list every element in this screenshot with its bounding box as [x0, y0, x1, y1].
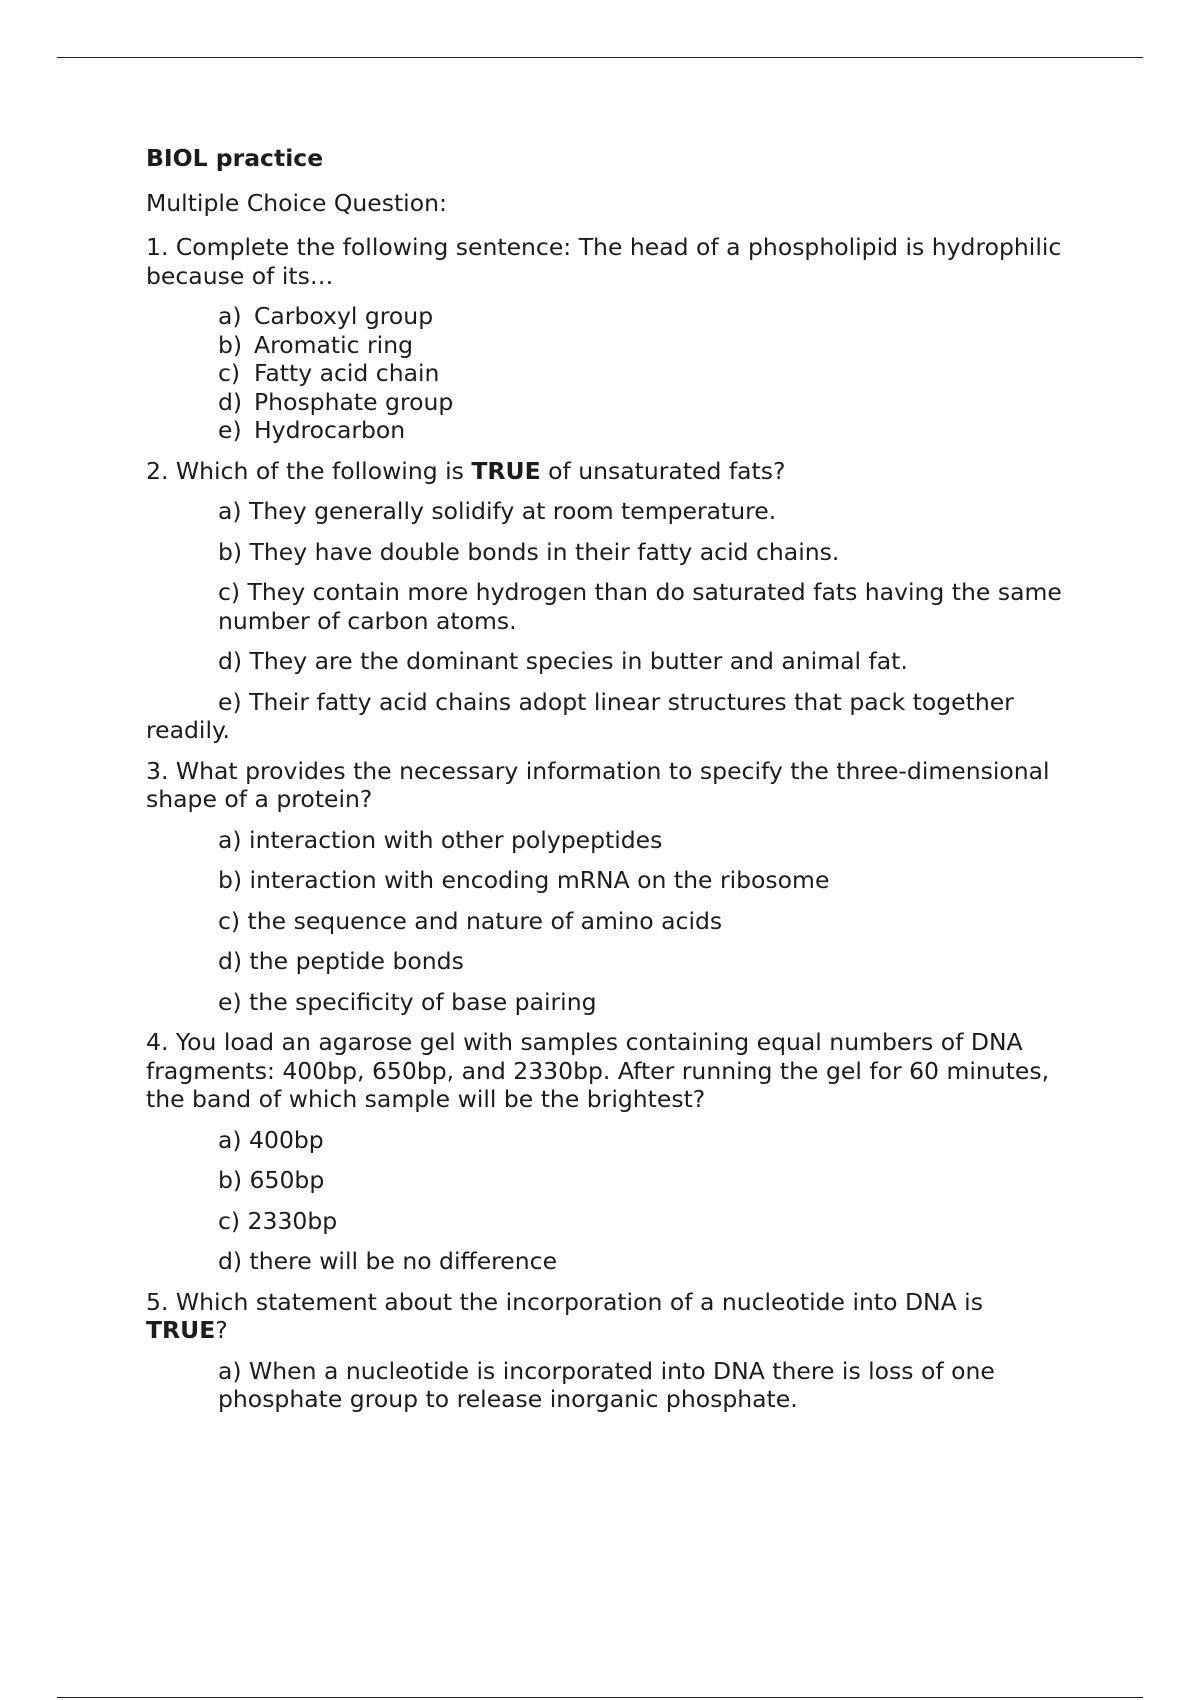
option: b) interaction with encoding mRNA on the ribosome	[218, 866, 830, 894]
section-subtitle: Multiple Choice Question:	[146, 188, 447, 217]
question-2	[146, 457, 1066, 486]
option-letter: b)	[218, 330, 243, 359]
option: b) They have double bonds in their fatty acid chains.	[218, 537, 840, 566]
option-letter: a)	[218, 302, 242, 330]
option-text: Hydrocarbon	[254, 416, 406, 444]
question-3-options	[218, 826, 1066, 1017]
question-4: 4. You load an agarose gel with samples containing equal numbers of DNA fragments: 400bp, 650bp, and 2330bp. After running the gel for 60 minutes, the band of which sample will be the brightest?	[146, 1028, 1050, 1113]
question-3: 3. What provides the necessary information to specify the three-dimensional shape of a protein?	[146, 756, 1050, 813]
option: a) They generally solidify at room temperature.	[218, 497, 777, 525]
option: c) the sequence and nature of amino acids	[218, 906, 723, 935]
question-2-prefix: 2. Which of the following is	[146, 456, 472, 485]
option: c) 2330bp	[218, 1206, 338, 1235]
option-letter: c)	[218, 359, 241, 387]
option-text: Fatty acid chain	[254, 359, 440, 387]
question-5	[146, 1288, 1066, 1345]
question-2-emphasis: TRUE	[471, 456, 541, 485]
document-body	[146, 144, 1066, 1426]
question-5-options	[218, 1357, 1066, 1414]
option: c) They contain more hydrogen than do saturated fats having the same number of carbon atoms.	[218, 578, 1062, 635]
question-2-suffix: of unsaturated fats?	[540, 456, 786, 485]
question-5-emphasis: TRUE	[146, 1316, 216, 1344]
option: e) the specificity of base pairing	[218, 987, 597, 1016]
option	[218, 416, 1066, 445]
option	[218, 359, 1066, 388]
option-text: Carboxyl group	[254, 302, 434, 330]
question-1-options	[218, 302, 1066, 445]
question-4-options	[218, 1126, 1066, 1276]
option: a) When a nucleotide is incorporated into DNA there is loss of one phosphate group to release inorganic phosphate.	[218, 1356, 995, 1413]
question-5-prefix: 5. Which statement about the incorporation of a nucleotide into DNA is	[146, 1287, 983, 1316]
option-letter: d)	[218, 387, 243, 416]
option: e) Their fatty acid chains adopt linear structures that pack together readily.	[146, 687, 1014, 744]
option-letter: e)	[218, 416, 242, 444]
option: d) They are the dominant species in butter and animal fat.	[218, 647, 908, 675]
question-1: 1. Complete the following sentence: The head of a phospholipid is hydrophilic because of its…	[146, 233, 1062, 290]
question-2-options	[146, 497, 1066, 745]
option	[218, 302, 1066, 331]
bottom-rule	[57, 1697, 1143, 1698]
option	[218, 331, 1066, 360]
option-text: Phosphate group	[254, 387, 454, 416]
option: d) the peptide bonds	[218, 947, 464, 975]
option-text: Aromatic ring	[254, 330, 414, 359]
top-rule	[57, 57, 1143, 58]
option: a) interaction with other polypeptides	[218, 825, 663, 854]
option: b) 650bp	[218, 1166, 325, 1194]
option	[218, 388, 1066, 417]
option: a) 400bp	[218, 1125, 324, 1154]
page-title: BIOL practice	[146, 144, 324, 172]
question-5-suffix: ?	[215, 1316, 228, 1344]
option: d) there will be no difference	[218, 1247, 558, 1275]
